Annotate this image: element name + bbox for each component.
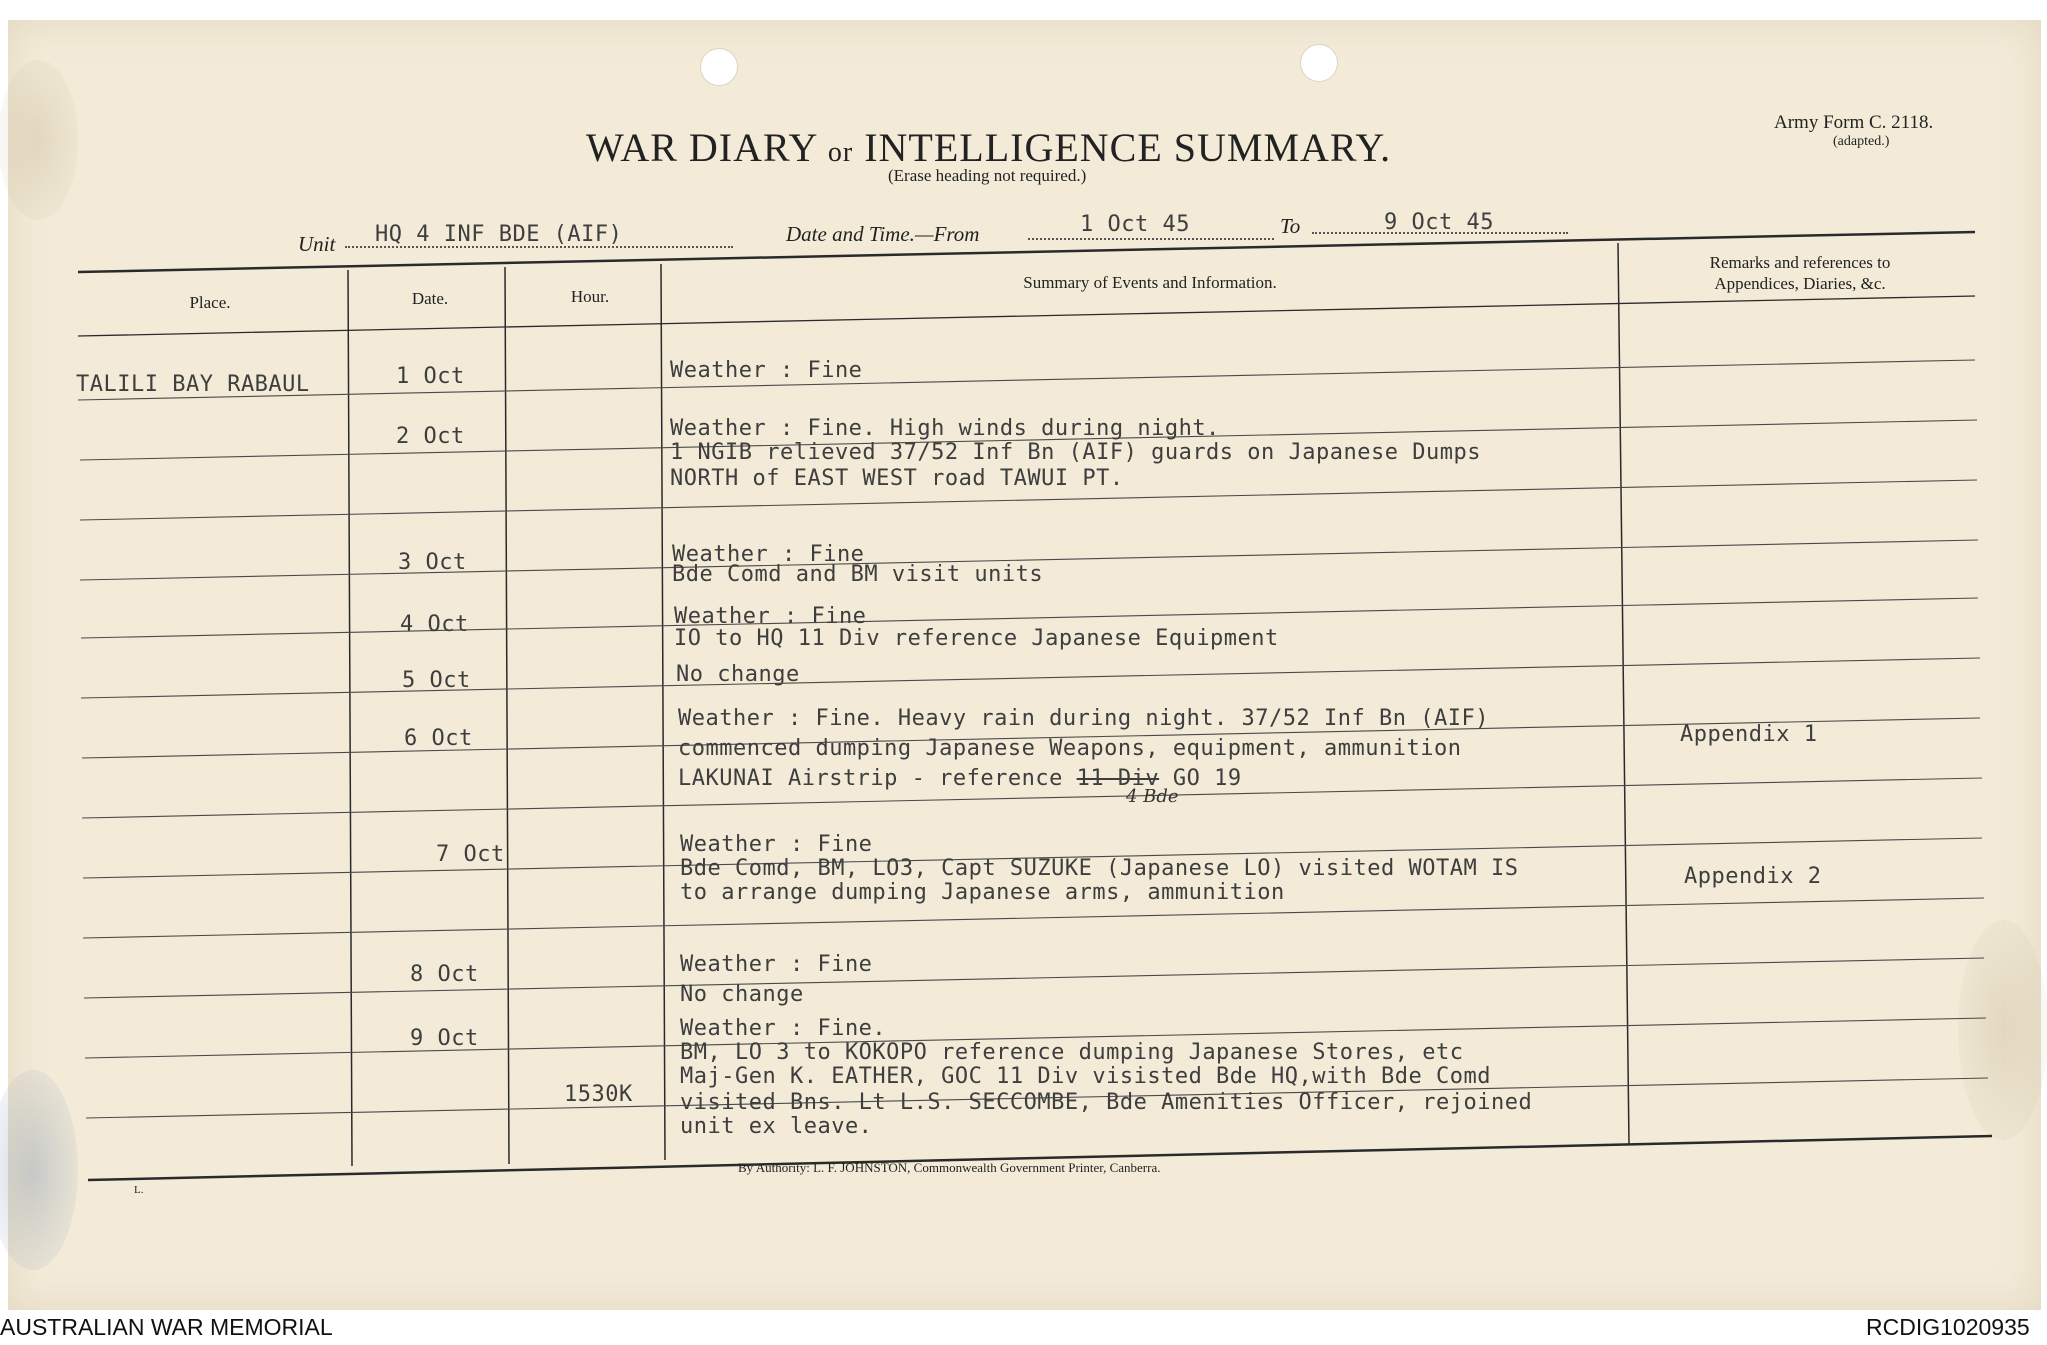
summary-line: IO to HQ 11 Div reference Japanese Equipment <box>674 626 1279 651</box>
header-remarks-line1: Remarks and references to <box>1709 253 1891 272</box>
summary-line: Weather : Fine <box>670 358 863 383</box>
summary-column-line <box>1618 243 1629 1144</box>
header-remarks <box>1640 252 1960 294</box>
date-cell: 4 Oct <box>400 612 469 637</box>
date-from-value: 1 Oct 45 <box>1080 212 1190 237</box>
summary-line: BM, LO 3 to KOKOPO reference dumping Japanese Stores, etc <box>680 1040 1464 1065</box>
institution-label: AUSTRALIAN WAR MEMORIAL <box>0 1314 333 1340</box>
handwritten-correction: 4 Bde <box>1126 786 1179 807</box>
remark-appendix-2: Appendix 2 <box>1684 864 1822 889</box>
date-cell: 3 Oct <box>398 550 467 575</box>
unit-label: Unit <box>298 232 336 256</box>
date-cell: 7 Oct <box>436 842 505 867</box>
header-rule <box>78 296 1975 336</box>
summary-text: GO 19 <box>1172 766 1242 791</box>
summary-line: unit ex leave. <box>680 1114 873 1139</box>
summary-line: Weather : Fine. Heavy rain during night. 37/52 Inf Bn (AIF) <box>678 706 1489 731</box>
summary-line: commenced dumping Japanese Weapons, equipment, ammunition <box>678 736 1462 761</box>
date-cell: 6 Oct <box>404 726 473 751</box>
struck-text: 11 Div <box>1076 766 1160 791</box>
record-id: RCDIG1020935 <box>1866 1314 2030 1340</box>
place-column-line <box>348 270 352 1166</box>
adapted-note: (adapted.) <box>1833 134 1890 149</box>
army-form-number: Army Form C. 2118. <box>1774 112 1934 133</box>
summary-line: Weather : Fine. High winds during night. <box>670 416 1220 441</box>
summary-line: Maj-Gen K. EATHER, GOC 11 Div visisted Bde HQ,with Bde Comd <box>680 1064 1491 1089</box>
title-intelligence-summary: INTELLIGENCE SUMMARY. <box>864 125 1392 170</box>
summary-line: No change <box>676 662 800 687</box>
header-remarks-line2: Appendices, Diaries, &c. <box>1714 274 1886 293</box>
date-column-line <box>505 267 509 1164</box>
summary-line: Weather : Fine. <box>680 1016 887 1041</box>
summary-line: Weather : Fine <box>674 604 867 629</box>
summary-line: to arrange dumping Japanese arms, ammunition <box>680 880 1285 905</box>
header-place: Place. <box>189 293 231 312</box>
date-to-value: 9 Oct 45 <box>1384 210 1494 235</box>
header-hour: Hour. <box>570 287 610 306</box>
date-to-label: To <box>1280 214 1301 238</box>
summary-line: No change <box>680 982 804 1007</box>
form-mark: L. <box>134 1184 144 1196</box>
date-cell: 1 Oct <box>396 364 465 389</box>
summary-text: LAKUNAI Airstrip - reference <box>678 766 1063 791</box>
summary-line: NORTH of EAST WEST road TAWUI PT. <box>670 466 1124 491</box>
summary-line: Bde Comd and BM visit units <box>672 562 1044 587</box>
summary-line: 1 NGIB relieved 37/52 Inf Bn (AIF) guards on Japanese Dumps <box>670 440 1481 465</box>
printer-authority: By Authority: L. F. JOHNSTON, Commonwealth Government Printer, Canberra. <box>738 1160 1161 1175</box>
summary-line: Weather : Fine <box>680 832 873 857</box>
date-time-label: Date and Time.—From <box>786 222 980 246</box>
summary-line: Weather : Fine <box>672 542 865 567</box>
title-war-diary: WAR DIARY <box>586 125 817 170</box>
date-cell: 2 Oct <box>396 424 465 449</box>
summary-line: Bde Comd, BM, LO3, Capt SUZUKE (Japanese LO) visited WOTAM IS <box>680 856 1519 881</box>
remark-appendix-1: Appendix 1 <box>1680 722 1818 747</box>
unit-value: HQ 4 INF BDE (AIF) <box>375 222 623 247</box>
title-or: or <box>827 137 854 168</box>
summary-line: Weather : Fine <box>680 952 873 977</box>
hour-cell: 1530K <box>564 1082 633 1107</box>
date-cell: 9 Oct <box>410 1026 479 1051</box>
header-date: Date. <box>411 289 449 308</box>
date-cell: 5 Oct <box>402 668 471 693</box>
erase-note: (Erase heading not required.) <box>888 166 1087 185</box>
hour-column-line <box>661 264 665 1160</box>
place-value: TALILI BAY RABAUL <box>76 372 310 397</box>
summary-line: visited Bns. Lt L.S. SECCOMBE, Bde Amenities Officer, rejoined <box>680 1090 1533 1115</box>
header-summary: Summary of Events and Information. <box>1023 273 1277 292</box>
date-cell: 8 Oct <box>410 962 479 987</box>
